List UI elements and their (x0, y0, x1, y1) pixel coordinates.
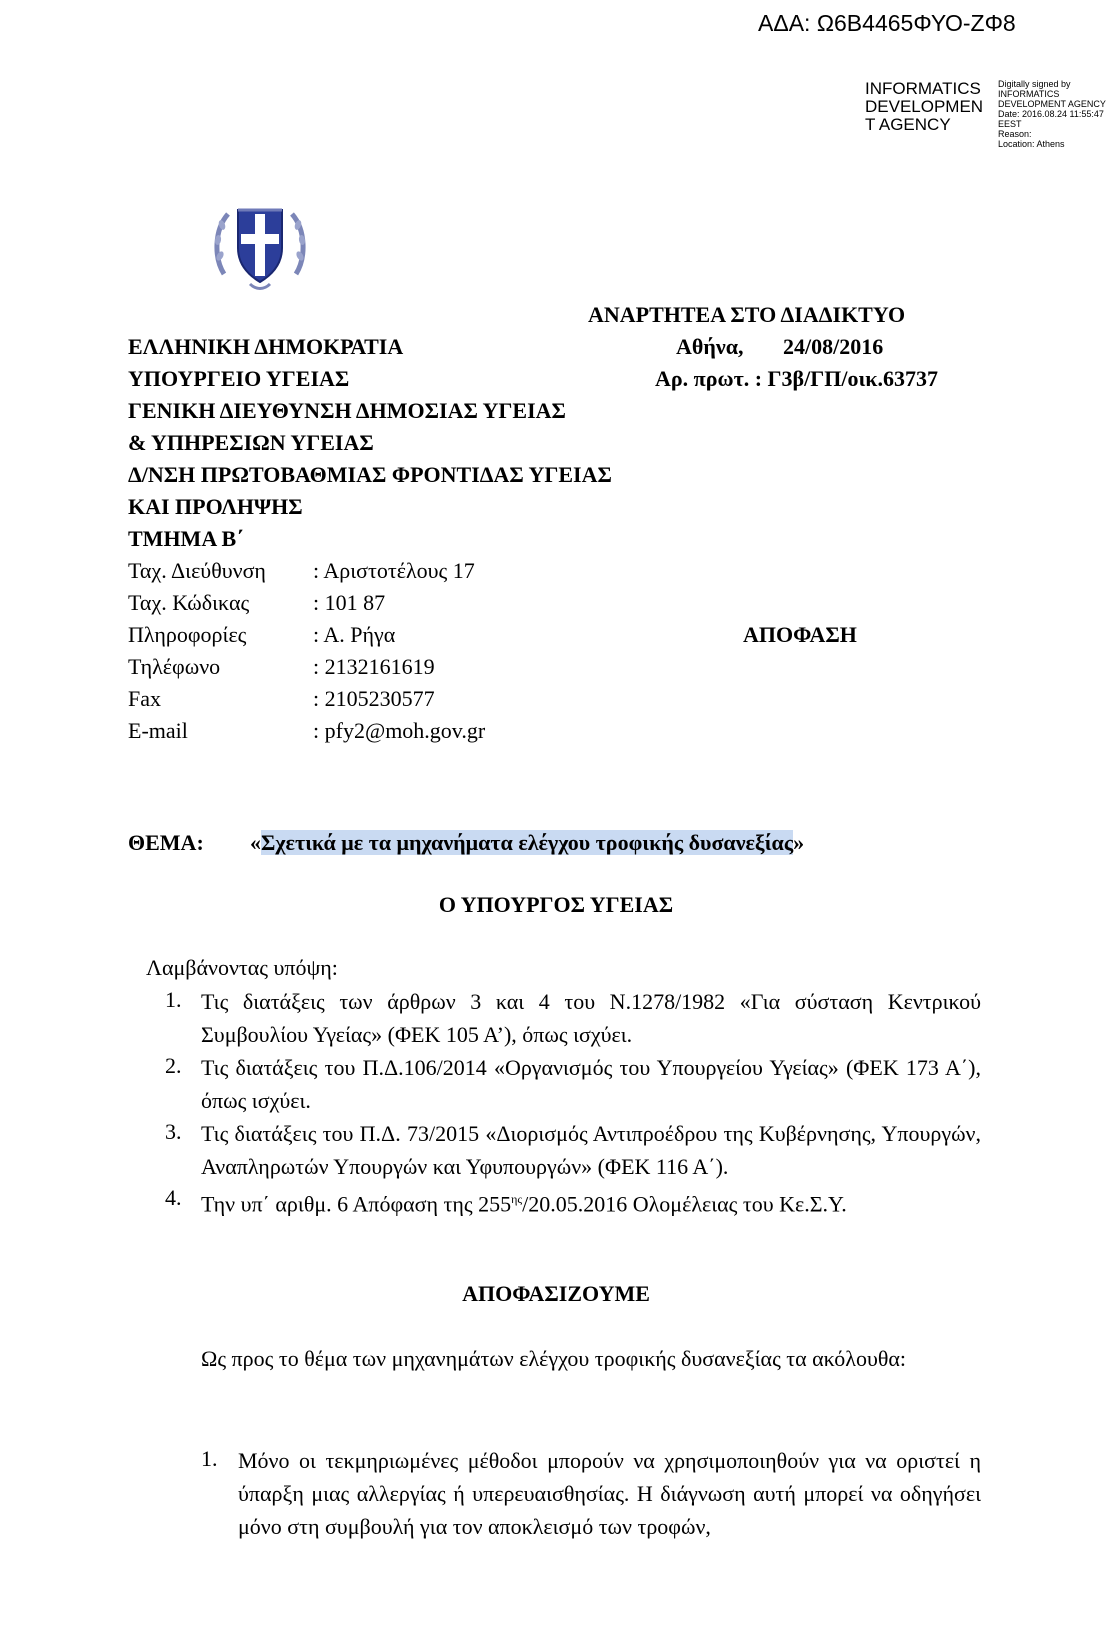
consideration-number: 4. (165, 1185, 182, 1210)
consideration-text (201, 1183, 981, 1220)
contact-value: : Α. Ρήγα (313, 622, 396, 647)
contact-value: : 101 87 (313, 590, 386, 615)
signature-signer-line: DEVELOPMEN (865, 97, 984, 116)
place: Αθήνα, (676, 334, 744, 359)
decision-heading: ΑΠΟΦΑΣΙΖΟΥΜΕ (462, 1281, 650, 1306)
subject-label: ΘΕΜΑ: (128, 830, 204, 855)
header-line: ΓΕΝΙΚΗ ΔΙΕΥΘΥΝΣΗ ΔΗΜΟΣΙΑΣ ΥΓΕΙΑΣ (128, 398, 566, 423)
contact-value: : pfy2@moh.gov.gr (313, 718, 486, 743)
signature-detail-line: Date: 2016.08.24 11:55:47 (998, 109, 1104, 119)
consideration-text-part: Την υπ΄ αριθμ. 6 Απόφαση της 255 (201, 1191, 512, 1217)
decision-intro: Ως προς το θέμα των μηχανημάτων ελέγχου τροφικής δυσανεξίας τα ακόλουθα: (201, 1346, 907, 1371)
decision-item-text: Μόνο οι τεκμηριωμένες μέθοδοι μπορούν να χρησιμοποιηθούν για να οριστεί η ύπαρξη μιας αλλεργίας ή υπερευαισθησίας. Η διάγνωση αυτή μπορεί να οδηγήσει μόνο στη συμβουλή για τον αποκλεισμό των τροφών, (238, 1448, 981, 1539)
consideration-number: 2. (165, 1053, 182, 1078)
consideration-text-part: /20.05.2016 Ολομέλειας του Κε.Σ.Υ. (522, 1191, 847, 1217)
consideration-text: Τις διατάξεις των άρθρων 3 και 4 του Ν.1278/1982 «Για σύσταση Κεντρικού Συμβουλίου Υγείας» (ΦΕΚ 105 Α’), όπως ισχύει. (201, 989, 981, 1047)
signature-detail-line: DEVELOPMENT AGENCY (998, 99, 1106, 109)
signature-signer (865, 80, 983, 134)
consideration-number: 1. (165, 987, 182, 1012)
consideration-number: 3. (165, 1119, 182, 1144)
contact-value: : 2132161619 (313, 654, 435, 679)
header-line: ΤΜΗΜΑ Β΄ (128, 526, 244, 551)
contact-label: Fax (128, 686, 161, 711)
contact-value: : 2105230577 (313, 686, 435, 711)
greek-coat-of-arms-icon (210, 196, 310, 296)
signature-signer-line: INFORMATICS (865, 79, 981, 98)
subject-text: Σχετικά με τα μηχανήματα ελέγχου τροφικής δυσανεξίας (261, 830, 794, 855)
signature-detail-line: EEST (998, 119, 1022, 129)
contact-label: Πληροφορίες (128, 622, 247, 647)
subject-open-quote: « (250, 830, 261, 855)
minister-heading: Ο ΥΠΟΥΡΓΟΣ ΥΓΕΙΑΣ (438, 892, 674, 917)
consideration-text: Τις διατάξεις του Π.Δ.106/2014 «Οργανισμός του Υπουργείου Υγείας» (ΦΕΚ 173 Α΄), όπως ισχύει. (201, 1055, 981, 1113)
document-type: ΑΠΟΦΑΣΗ (743, 622, 857, 647)
header-line: & ΥΠΗΡΕΣΙΩΝ ΥΓΕΙΑΣ (128, 430, 374, 455)
signature-detail-line: INFORMATICS (998, 89, 1060, 99)
subject-close-quote: » (793, 830, 805, 855)
signature-detail-line: Location: Athens (998, 139, 1065, 149)
contact-value: : Αριστοτέλους 17 (313, 558, 475, 583)
document-date: 24/08/2016 (783, 334, 884, 359)
subject (250, 830, 804, 856)
header-line: ΚΑΙ ΠΡΟΛΗΨΗΣ (128, 494, 303, 519)
contact-label: E-mail (128, 718, 188, 743)
header-line: ΥΠΟΥΡΓΕΙΟ ΥΓΕΙΑΣ (128, 366, 350, 391)
signature-details (998, 79, 1106, 149)
decision-item-number: 1. (201, 1446, 218, 1471)
consideration-text: Τις διατάξεις του Π.Δ. 73/2015 «Διορισμός Αντιπροέδρου της Κυβέρνησης, Υπουργών, Αναπληρωτών Υπουργών και Υφυπουργών» (ΦΕΚ 116 Α΄). (201, 1121, 981, 1179)
contact-label: Ταχ. Διεύθυνση (128, 558, 266, 583)
considering-label: Λαμβάνοντας υπόψη: (146, 955, 338, 980)
contact-label: Ταχ. Κώδικας (128, 590, 250, 615)
header-line: ΕΛΛΗΝΙΚΗ ΔΗΜΟΚΡΑΤΙΑ (128, 334, 404, 359)
signature-detail-line: Reason: (998, 129, 1032, 139)
posting-note: ΑΝΑΡΤΗΤΕΑ ΣΤΟ ΔΙΑΔΙΚΤΥΟ (588, 302, 906, 327)
consideration-superscript: ης (511, 1192, 523, 1206)
ada-code: ΑΔΑ: Ω6Β4465ΦΥΟ-ΖΦ8 (758, 10, 1016, 36)
signature-signer-line: T AGENCY (865, 115, 951, 134)
contact-label: Τηλέφωνο (128, 654, 221, 679)
protocol-number: Αρ. πρωτ. : Γ3β/ΓΠ/οικ.63737 (655, 366, 938, 391)
header-line: Δ/ΝΣΗ ΠΡΩΤΟΒΑΘΜΙΑΣ ΦΡΟΝΤΙΔΑΣ ΥΓΕΙΑΣ (128, 462, 612, 487)
signature-detail-line: Digitally signed by (998, 79, 1071, 89)
